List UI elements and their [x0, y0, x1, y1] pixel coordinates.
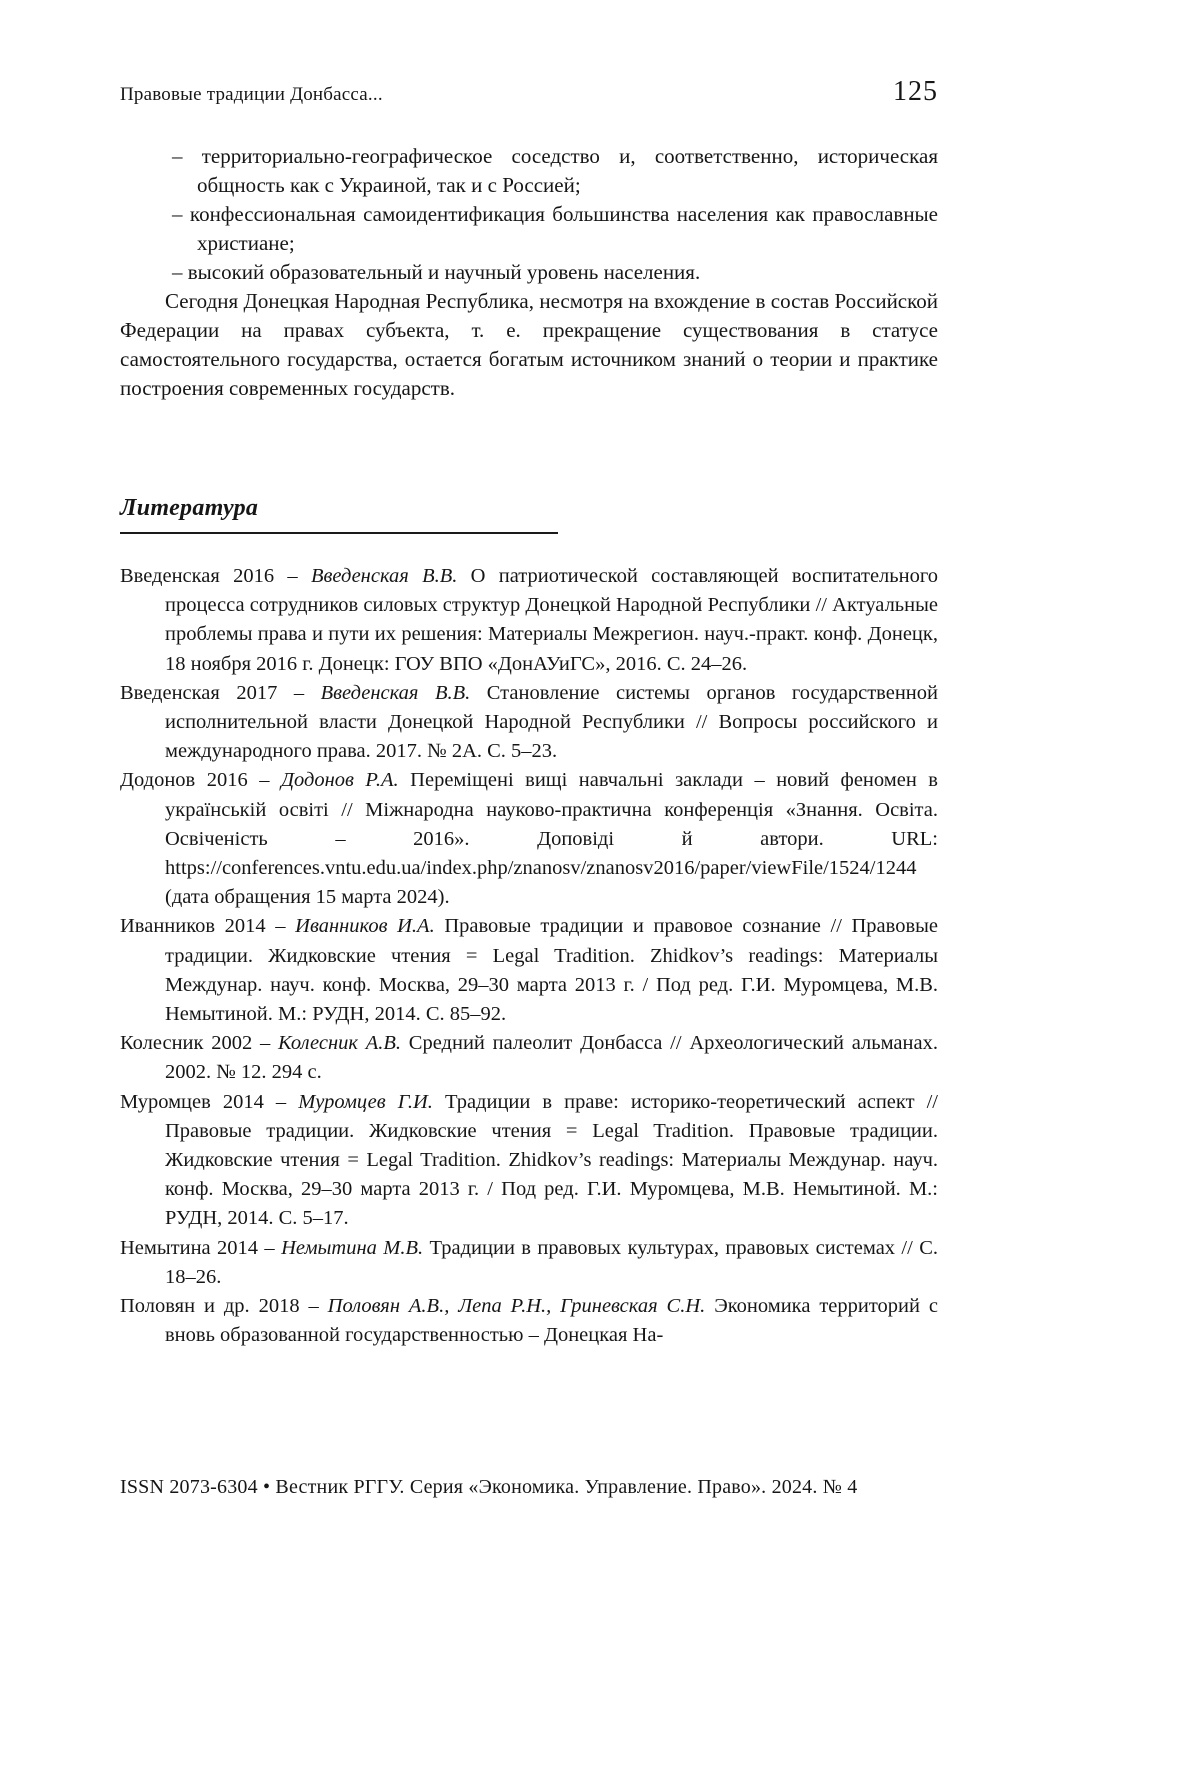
- reference-author: Иванников И.А.: [295, 915, 435, 938]
- reference-entry: [120, 1234, 938, 1292]
- reference-text: Додонов 2016 –: [120, 769, 281, 792]
- reference-text: Муромцев 2014 –: [120, 1090, 299, 1113]
- section-heading-rule: [120, 495, 558, 534]
- literature-section: [120, 495, 938, 1350]
- reference-entry: [120, 1029, 938, 1087]
- reference-author: Додонов Р.А.: [280, 769, 399, 792]
- reference-entry: [120, 1292, 938, 1350]
- reference-text: Экономика территорий с вновь образованной государственностью – Донецкая На-: [165, 1295, 938, 1347]
- reference-text: Правовые традиции и правовое сознание // Правовые традиции. Жидковские чтения = Legal Tradition. Zhidkov’s readings: Материалы Междунар. науч. конф. Москва, 29–30 марта 2013 г. / Под ред. Г.И. Муромцева, М.В. Немытиной. М.: РУДН, 2014. С. 85–92.: [165, 915, 938, 1026]
- reference-author: Немытина М.В.: [281, 1236, 424, 1259]
- body-text: [120, 142, 938, 403]
- reference-text: Традиции в правовых культурах, правовых системах // С. 18–26.: [165, 1236, 938, 1288]
- section-heading: Литература: [120, 495, 259, 521]
- paragraph: Сегодня Донецкая Народная Республика, несмотря на вхождение в состав Российской Федерации на правах субъекта, т. е. прекращение существования в статусе самостоятельного государства, остается богатым источником знаний о теории и практике построения современных государств.: [120, 289, 938, 400]
- reference-text: Становление системы органов государственной исполнительной власти Донецкой Народной Республики // Вопросы российского и международного права. 2017. № 2А. С. 5–23.: [165, 681, 938, 763]
- reference-author: Муромцев Г.И.: [298, 1090, 433, 1113]
- reference-entry: [120, 766, 938, 912]
- reference-text: Немытина 2014 –: [120, 1236, 282, 1259]
- reference-entry: [120, 912, 938, 1029]
- reference-text: Половян и др. 2018 –: [120, 1295, 328, 1318]
- page-content: [120, 76, 938, 1350]
- reference-text: О патриотической составляющей воспитательного процесса сотрудников силовых структур Донецкой Народной Республики // Актуальные проблемы права и пути их решения: Материалы Межрегион. науч.-практ. конф. Донецк, 18 ноября 2016 г. Донецк: ГОУ ВПО «ДонАУиГС», 2016. С. 24–26.: [165, 565, 938, 675]
- page-header: [120, 76, 938, 108]
- reference-text: Традиции в праве: историко-теоретический аспект // Правовые традиции. Жидковские чтения = Legal Tradition. Правовые традиции. Жидковские чтения = Legal Tradition. Zhidkov’s readings: Материалы Междунар. науч. конф. Москва, 29–30 марта 2013 г. / Под ред. Г.И. Муромцева, М.В. Немытиной. М.: РУДН, 2014. С. 5–17.: [165, 1090, 938, 1230]
- reference-text: Средний палеолит Донбасса // Археологический альманах. 2002. № 12. 294 с.: [165, 1032, 938, 1084]
- dash-list-item: – конфессиональная самоидентификация большинства населения как православные христиане;: [172, 202, 938, 255]
- reference-text: Колесник 2002 –: [120, 1032, 279, 1055]
- references-list: [120, 562, 938, 1350]
- reference-text: Иванников 2014 –: [120, 915, 296, 938]
- reference-author: Колесник А.В.: [278, 1032, 402, 1055]
- reference-entry: [120, 562, 938, 679]
- reference-entry: [120, 1088, 938, 1234]
- page-footer: [120, 1476, 938, 1499]
- page-number: 125: [893, 76, 938, 107]
- running-title: Правовые традиции Донбасса...: [120, 84, 383, 105]
- reference-text: Переміщені вищі навчальні заклади – новий феномен в українській освіті // Міжнародна науково-практична конференція «Знання. Освіта. Освіченість – 2016». Доповіді й автори. URL: https://conferences.vntu.edu.ua/index.php/znanosv/znanosv2016/paper/viewFile/1524/1244 (дата обращения 15 марта 2024).: [165, 769, 938, 909]
- reference-author: Введенская В.В.: [320, 681, 471, 704]
- footer-text: ISSN 2073-6304 • Вестник РГГУ. Серия «Экономика. Управление. Право». 2024. № 4: [120, 1476, 858, 1498]
- reference-author: Половян А.В., Лепа Р.Н., Гриневская С.Н.: [327, 1295, 706, 1318]
- reference-text: Введенская 2017 –: [120, 681, 321, 704]
- reference-author: Введенская В.В.: [310, 565, 458, 587]
- dash-list-item: – высокий образовательный и научный уровень населения.: [172, 260, 701, 284]
- reference-entry: [120, 679, 938, 767]
- dash-list-item: – территориально-географическое соседство и, соответственно, историческая общность как с Украиной, так и с Россией;: [172, 144, 938, 197]
- reference-text: Введенская 2016 –: [120, 565, 311, 587]
